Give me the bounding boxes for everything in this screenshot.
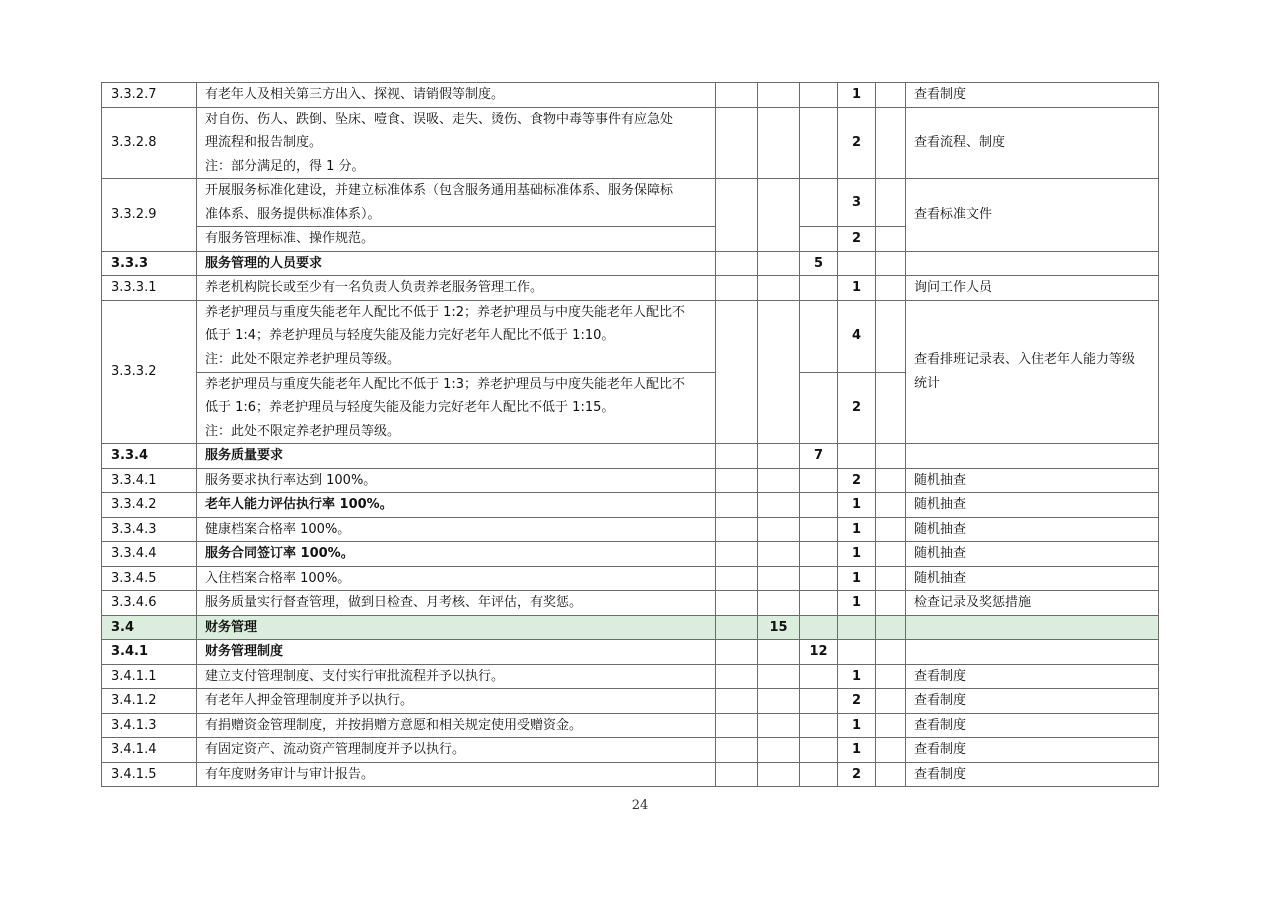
empty-cell [800, 664, 838, 689]
item-text-line: 准体系、服务提供标准体系）。 [205, 206, 381, 222]
section-title: 服务质量要求 [197, 444, 716, 469]
table-row [102, 689, 1159, 714]
section-heading-row [102, 444, 1159, 469]
section-subtotal: 12 [800, 640, 838, 665]
table-row [102, 542, 1159, 567]
empty-cell [876, 227, 906, 252]
item-code: 3.4.1.2 [102, 689, 197, 714]
item-code: 3.3.4.4 [102, 542, 197, 567]
empty-cell [800, 713, 838, 738]
empty-cell [876, 713, 906, 738]
empty-cell [876, 468, 906, 493]
check-method: 查看制度 [906, 713, 1159, 738]
item-code: 3.3.2.9 [102, 179, 197, 252]
empty-cell [876, 444, 906, 469]
item-text [197, 372, 716, 444]
item-text [197, 179, 716, 227]
empty-cell [716, 591, 758, 616]
empty-cell [758, 468, 800, 493]
section-code: 3.4.1 [102, 640, 197, 665]
check-method: 随机抽查 [906, 468, 1159, 493]
empty-cell [758, 517, 800, 542]
section-heading-row [102, 640, 1159, 665]
item-text: 健康档案合格率 100%。 [197, 517, 716, 542]
check-method: 随机抽查 [906, 493, 1159, 518]
empty-cell [716, 83, 758, 108]
empty-cell [716, 542, 758, 567]
empty-cell [758, 276, 800, 301]
chapter-total: 15 [758, 615, 800, 640]
item-code: 3.3.4.6 [102, 591, 197, 616]
empty-cell [800, 227, 838, 252]
empty-cell [758, 762, 800, 787]
table-row [102, 713, 1159, 738]
empty-cell [876, 664, 906, 689]
section-title: 服务管理的人员要求 [197, 251, 716, 276]
empty-cell [800, 276, 838, 301]
empty-cell [716, 762, 758, 787]
empty-cell [800, 83, 838, 108]
empty-cell [838, 615, 876, 640]
item-score: 2 [838, 107, 876, 179]
table-row [102, 566, 1159, 591]
item-text: 有捐赠资金管理制度，并按捐赠方意愿和相关规定使用受赠资金。 [197, 713, 716, 738]
empty-cell [800, 542, 838, 567]
empty-cell [800, 372, 838, 444]
empty-cell [876, 179, 906, 227]
empty-cell [876, 276, 906, 301]
empty-cell [800, 738, 838, 763]
table-row [102, 762, 1159, 787]
item-text-line: 养老护理员与重度失能老年人配比不低于 1:2；养老护理员与中度失能老年人配比不 [205, 304, 686, 320]
table-row [102, 664, 1159, 689]
chapter-code: 3.4 [102, 615, 197, 640]
chapter-heading-row [102, 615, 1159, 640]
empty-cell [876, 251, 906, 276]
empty-cell [800, 468, 838, 493]
empty-cell [906, 640, 1159, 665]
table-row [102, 83, 1159, 108]
empty-cell [876, 83, 906, 108]
item-score: 1 [838, 591, 876, 616]
check-method: 检查记录及奖惩措施 [906, 591, 1159, 616]
check-method: 查看标准文件 [906, 179, 1159, 252]
empty-cell [800, 300, 838, 372]
empty-cell [906, 615, 1159, 640]
empty-cell [758, 444, 800, 469]
item-text: 建立支付管理制度、支付实行审批流程并予以执行。 [197, 664, 716, 689]
check-method: 查看制度 [906, 664, 1159, 689]
section-code: 3.3.4 [102, 444, 197, 469]
item-text-line: 低于 1:4；养老护理员与轻度失能及能力完好老年人配比不低于 1:10。 [205, 328, 615, 344]
table-row [102, 468, 1159, 493]
empty-cell [758, 493, 800, 518]
empty-cell [876, 566, 906, 591]
item-note: 注：此处不限定养老护理员等级。 [205, 423, 401, 439]
item-score: 1 [838, 566, 876, 591]
scoring-table [101, 82, 1159, 787]
empty-cell [716, 251, 758, 276]
item-text: 服务要求执行率达到 100%。 [197, 468, 716, 493]
item-score: 1 [838, 542, 876, 567]
item-score: 1 [838, 276, 876, 301]
item-text: 有老年人押金管理制度并予以执行。 [197, 689, 716, 714]
item-score: 1 [838, 517, 876, 542]
item-text-line: 对自伤、伤人、跌倒、坠床、噎食、误吸、走失、烫伤、食物中毒等事件有应急处 [205, 111, 674, 127]
empty-cell [876, 300, 906, 372]
empty-cell [758, 251, 800, 276]
item-text: 有老年人及相关第三方出入、探视、请销假等制度。 [197, 83, 716, 108]
item-text-line: 开展服务标准化建设，并建立标准体系（包含服务通用基础标准体系、服务保障标 [205, 183, 674, 198]
empty-cell [906, 444, 1159, 469]
check-method: 查看流程、制度 [906, 107, 1159, 179]
empty-cell [758, 591, 800, 616]
empty-cell [838, 640, 876, 665]
chapter-title: 财务管理 [197, 615, 716, 640]
empty-cell [716, 640, 758, 665]
item-text: 服务质量实行督查管理，做到日检查、月考核、年评估，有奖惩。 [197, 591, 716, 616]
empty-cell [716, 566, 758, 591]
empty-cell [716, 493, 758, 518]
empty-cell [800, 107, 838, 179]
empty-cell [758, 640, 800, 665]
check-method: 查看制度 [906, 83, 1159, 108]
empty-cell [876, 689, 906, 714]
item-score: 2 [838, 227, 876, 252]
item-text: 有服务管理标准、操作规范。 [197, 227, 716, 252]
item-text: 老年人能力评估执行率 100%。 [197, 493, 716, 518]
check-method: 随机抽查 [906, 542, 1159, 567]
empty-cell [716, 444, 758, 469]
check-method: 查看制度 [906, 762, 1159, 787]
item-code: 3.4.1.4 [102, 738, 197, 763]
check-method-line: 统计 [914, 375, 941, 391]
empty-cell [800, 493, 838, 518]
item-code: 3.4.1.3 [102, 713, 197, 738]
empty-cell [800, 179, 838, 227]
item-code: 3.3.4.1 [102, 468, 197, 493]
item-code: 3.4.1.5 [102, 762, 197, 787]
empty-cell [800, 591, 838, 616]
item-score: 3 [838, 179, 876, 227]
table-row [102, 107, 1159, 179]
item-note: 注：部分满足的，得 1 分。 [205, 158, 365, 174]
empty-cell [876, 493, 906, 518]
section-heading-row [102, 251, 1159, 276]
empty-cell [876, 107, 906, 179]
item-text-line: 理流程和报告制度。 [205, 135, 323, 150]
item-text: 有固定资产、流动资产管理制度并予以执行。 [197, 738, 716, 763]
table-row [102, 493, 1159, 518]
empty-cell [758, 713, 800, 738]
empty-cell [906, 251, 1159, 276]
empty-cell [716, 713, 758, 738]
item-text: 服务合同签订率 100%。 [197, 542, 716, 567]
item-score: 1 [838, 738, 876, 763]
item-code: 3.3.3.2 [102, 300, 197, 444]
table-row [102, 591, 1159, 616]
empty-cell [758, 738, 800, 763]
empty-cell [716, 107, 758, 179]
check-method [906, 300, 1159, 444]
item-score: 1 [838, 83, 876, 108]
empty-cell [800, 566, 838, 591]
empty-cell [876, 591, 906, 616]
item-code: 3.4.1.1 [102, 664, 197, 689]
check-method: 查看制度 [906, 689, 1159, 714]
table-row [102, 300, 1159, 372]
table-row [102, 738, 1159, 763]
item-score: 2 [838, 762, 876, 787]
check-method-line: 查看排班记录表、入住老年人能力等级 [914, 352, 1136, 368]
table-row [102, 276, 1159, 301]
empty-cell [876, 372, 906, 444]
item-code: 3.3.2.7 [102, 83, 197, 108]
empty-cell [758, 83, 800, 108]
item-score: 1 [838, 713, 876, 738]
empty-cell [838, 444, 876, 469]
check-method: 随机抽查 [906, 566, 1159, 591]
empty-cell [758, 664, 800, 689]
item-score: 4 [838, 300, 876, 372]
item-code: 3.3.4.3 [102, 517, 197, 542]
item-score: 1 [838, 664, 876, 689]
check-method: 随机抽查 [906, 517, 1159, 542]
empty-cell [876, 542, 906, 567]
item-text [197, 107, 716, 179]
item-score: 2 [838, 468, 876, 493]
empty-cell [800, 615, 838, 640]
section-subtotal: 5 [800, 251, 838, 276]
empty-cell [758, 107, 800, 179]
empty-cell [758, 179, 800, 252]
item-code: 3.3.4.5 [102, 566, 197, 591]
empty-cell [758, 689, 800, 714]
table-row [102, 517, 1159, 542]
check-method: 询问工作人员 [906, 276, 1159, 301]
item-score: 1 [838, 493, 876, 518]
empty-cell [876, 762, 906, 787]
item-note: 注：此处不限定养老护理员等级。 [205, 351, 401, 367]
section-subtotal: 7 [800, 444, 838, 469]
empty-cell [758, 300, 800, 444]
empty-cell [716, 689, 758, 714]
empty-cell [800, 689, 838, 714]
item-score: 2 [838, 689, 876, 714]
empty-cell [716, 738, 758, 763]
empty-cell [876, 640, 906, 665]
item-text-line: 低于 1:6；养老护理员与轻度失能及能力完好老年人配比不低于 1:15。 [205, 400, 615, 415]
item-score: 2 [838, 372, 876, 444]
empty-cell [876, 738, 906, 763]
empty-cell [716, 276, 758, 301]
section-code: 3.3.3 [102, 251, 197, 276]
item-text: 养老机构院长或至少有一名负责人负责养老服务管理工作。 [197, 276, 716, 301]
check-method: 查看制度 [906, 738, 1159, 763]
empty-cell [716, 179, 758, 252]
table-row [102, 179, 1159, 227]
section-title: 财务管理制度 [197, 640, 716, 665]
empty-cell [758, 566, 800, 591]
item-code: 3.3.2.8 [102, 107, 197, 179]
item-code: 3.3.3.1 [102, 276, 197, 301]
empty-cell [758, 542, 800, 567]
item-text [197, 300, 716, 372]
empty-cell [838, 251, 876, 276]
empty-cell [716, 517, 758, 542]
item-text: 有年度财务审计与审计报告。 [197, 762, 716, 787]
empty-cell [716, 664, 758, 689]
empty-cell [716, 615, 758, 640]
empty-cell [876, 517, 906, 542]
empty-cell [716, 468, 758, 493]
item-code: 3.3.4.2 [102, 493, 197, 518]
page-number: 24 [631, 798, 649, 813]
empty-cell [876, 615, 906, 640]
item-text: 入住档案合格率 100%。 [197, 566, 716, 591]
item-text-line: 养老护理员与重度失能老年人配比不低于 1:3；养老护理员与中度失能老年人配比不 [205, 376, 686, 392]
empty-cell [800, 517, 838, 542]
empty-cell [716, 300, 758, 444]
empty-cell [800, 762, 838, 787]
